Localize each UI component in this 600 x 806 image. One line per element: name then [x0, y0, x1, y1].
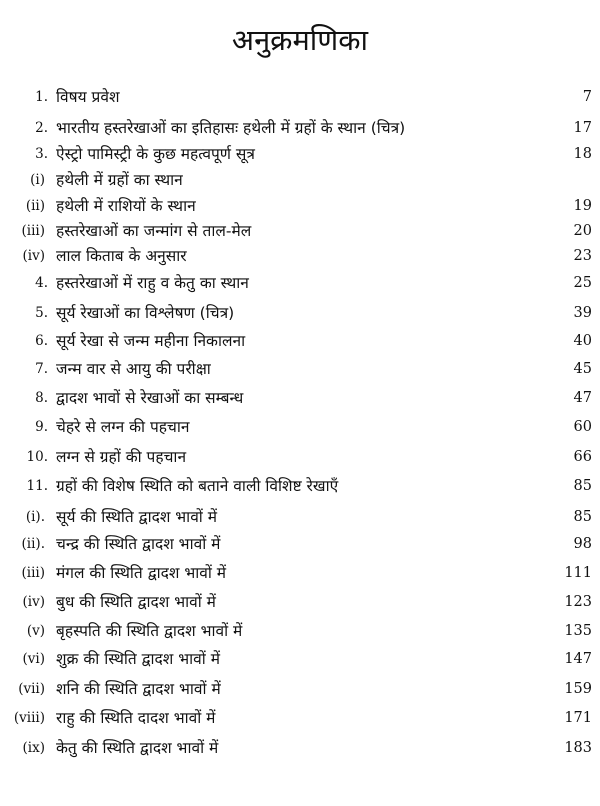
toc-entry-number: 3.: [35, 146, 48, 162]
toc-entry-page: 85: [573, 478, 592, 494]
toc-entry-page: 25: [573, 275, 592, 291]
toc-entry-number: 1.: [35, 89, 48, 105]
toc-entry-page: 147: [564, 651, 592, 667]
toc-entry-title: बुध की स्थिति द्वादश भावों में: [56, 593, 216, 611]
toc-entry-title: भारतीय हस्तरेखाओं का इतिहासः हथेली में ग्रहों के स्थान (चित्र): [56, 119, 406, 137]
toc-entry-title: राहु की स्थिति दादश भावों में: [56, 709, 216, 727]
toc-entry-title: ऐस्ट्रो पामिस्ट्री के कुछ महत्वपूर्ण सूत्र: [56, 145, 255, 163]
toc-entry-page: 111: [564, 565, 592, 581]
toc-entry-number: (ix): [22, 740, 45, 756]
toc-entry-title: सूर्य की स्थिति द्वादश भावों में: [56, 508, 218, 526]
toc-entry-title: हस्तरेखाओं का जन्मांग से ताल-मेल: [56, 222, 252, 240]
toc-entry-title: हथेली में राशियों के स्थान: [56, 197, 196, 215]
toc-entry-number: 6.: [35, 333, 48, 349]
page-title: अनुक्रमणिका: [231, 23, 369, 57]
toc-entry-page: 23: [573, 248, 592, 264]
toc-entry-number: 4.: [35, 275, 48, 291]
toc-entry-number: (v): [26, 623, 45, 639]
toc-entry-title: सूर्य रेखा से जन्म महीना निकालना: [56, 332, 246, 350]
toc-entry-page: 98: [573, 536, 592, 552]
toc-entry-number: (iv): [22, 248, 45, 264]
toc-entry-number: 10.: [26, 449, 48, 465]
toc-entry-number: (vii): [18, 681, 45, 697]
toc-entry-title: हथेली में ग्रहों का स्थान: [56, 171, 183, 189]
toc-entry-number: 8.: [35, 390, 48, 406]
toc-entry-number: (iii): [21, 223, 45, 239]
toc-entry-number: (i).: [25, 509, 45, 525]
toc-entry-title: लग्न से ग्रहों की पहचान: [56, 448, 187, 466]
toc-entry-page: 171: [564, 710, 592, 726]
toc-entry-title: ग्रहों की विशेष स्थिति को बताने वाली विशिष्ट रेखाएँ: [56, 477, 339, 495]
toc-entry-title: द्वादश भावों से रेखाओं का सम्बन्ध: [56, 389, 244, 407]
toc-entry-title: मंगल की स्थिति द्वादश भावों में: [56, 564, 227, 582]
toc-entry-number: (ii): [25, 198, 45, 214]
toc-entry-title: केतु की स्थिति द्वादश भावों में: [56, 739, 219, 757]
toc-entry-number: (viii): [13, 710, 45, 726]
toc-entry-page: 60: [573, 419, 592, 435]
toc-entry-title: चेहरे से लग्न की पहचान: [56, 418, 190, 436]
toc-entry-number: (ii).: [21, 536, 45, 552]
toc-entry-page: 66: [573, 449, 592, 465]
toc-entry-page: 47: [573, 390, 592, 406]
toc-entry-number: 5.: [35, 305, 48, 321]
toc-entry-title: चन्द्र की स्थिति द्वादश भावों में: [56, 535, 221, 553]
toc-entry-title: शुक्र की स्थिति द्वादश भावों में: [56, 650, 220, 668]
toc-entry-page: 159: [564, 681, 592, 697]
toc-entry-number: (vi): [22, 651, 45, 667]
toc-entry-title: शनि की स्थिति द्वादश भावों में: [56, 680, 221, 698]
toc-entry-page: 20: [573, 223, 592, 239]
toc-entry-number: 7.: [35, 361, 48, 377]
toc-entry-number: (i): [30, 172, 45, 188]
toc-entry-page: 18: [573, 146, 592, 162]
toc-entry-number: (iv): [22, 594, 45, 610]
toc-entry-page: 123: [564, 594, 592, 610]
toc-entry-title: सूर्य रेखाओं का विश्लेषण (चित्र): [56, 304, 235, 322]
toc-entry-page: 17: [573, 120, 592, 136]
toc-entry-number: (iii): [21, 565, 45, 581]
toc-entry-title: विषय प्रवेश: [56, 88, 120, 106]
toc-entry-page: 39: [573, 305, 592, 321]
toc-entry-title: बृहस्पति की स्थिति द्वादश भावों में: [56, 622, 243, 640]
toc-entry-page: 40: [573, 333, 592, 349]
toc-entry-page: 85: [573, 509, 592, 525]
toc-entry-title: हस्तरेखाओं में राहु व केतु का स्थान: [56, 274, 249, 292]
toc-entry-page: 7: [582, 89, 592, 105]
toc-entry-page: 183: [564, 740, 592, 756]
toc-entry-page: 135: [564, 623, 592, 639]
toc-entry-title: लाल किताब के अनुसार: [56, 247, 187, 265]
toc-entry-page: 19: [573, 198, 592, 214]
toc-entry-number: 2.: [35, 120, 48, 136]
toc-entry-title: जन्म वार से आयु की परीक्षा: [56, 360, 211, 378]
toc-entry-number: 11.: [26, 478, 48, 494]
toc-entry-page: 45: [573, 361, 592, 377]
toc-entry-number: 9.: [35, 419, 48, 435]
